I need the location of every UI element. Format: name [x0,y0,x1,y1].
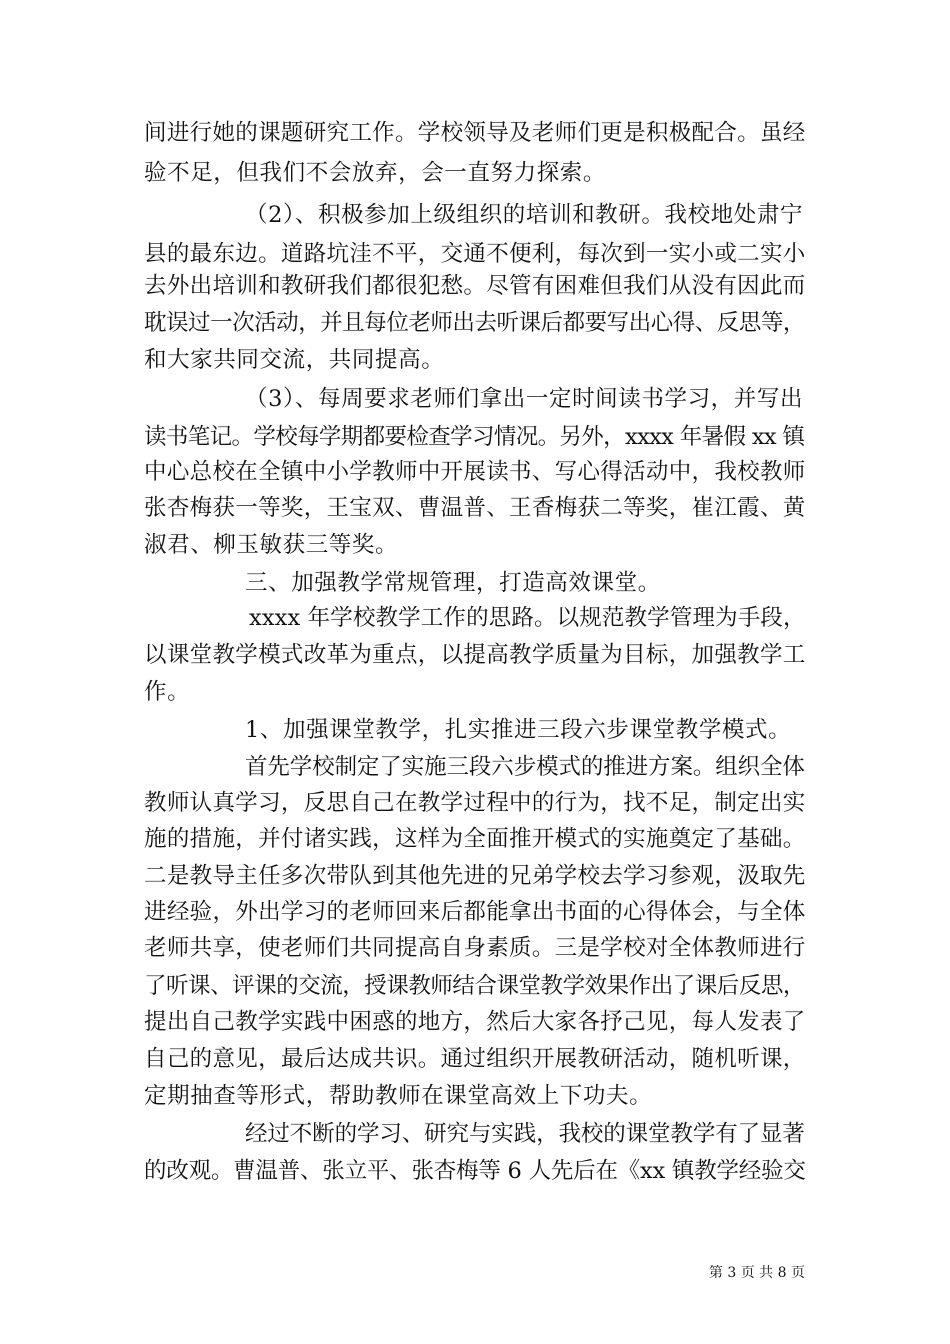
subsection-heading: 1、加强课堂教学，扎实推进三段六步课堂教学模式。 [245,717,792,743]
text-line: 定期抽查等形式，帮助教师在课堂高效上下功夫。 [144,1083,653,1109]
text-line: 施的措施，并付诸实践，这样为全面推开模式的实施奠定了基础。 [144,826,806,852]
text-line: 耽误过一次活动，并且每位老师出去听课后都要写出心得、反思等， [144,310,805,336]
text-line: 教师认真学习，反思自己在教学过程中的行为，找不足，制定出实 [144,790,806,816]
text-line: 县的最东边。道路坑洼不平，交通不便利，每次到一实小或二实小 [144,241,806,267]
page-number-footer: 第 3 页 共 8 页 [708,1265,805,1281]
text-line: 了听课、评课的交流，授课教师结合课堂教学效果作出了课后反思， [144,973,805,999]
text-line: 进经验，外出学习的老师回来后都能拿出书面的心得体会，与全体 [144,899,806,925]
text-line: 淑君、柳玉敏获三等奖。 [144,532,399,558]
section-heading: 三、加强教学常规管理，打造高效课堂。 [245,570,661,596]
text-line: 和大家共同交流，共同提高。 [144,347,445,373]
text-line: xxxx 年学校教学工作的思路。以规范教学管理为手段， [249,605,806,631]
text-line: 验不足，但我们不会放弃，会一直努力探索。 [144,160,607,186]
text-line: 二是教导主任多次带队到其他先进的兄弟学校去学习参观，汲取先 [144,863,806,889]
text-line: 张杏梅获一等奖，王宝双、曹温普、王香梅获二等奖，崔江霞、黄 [144,495,806,521]
text-line: 的改观。曹温普、张立平、张杏梅等 6 人先后在《xx 镇教学经验交 [144,1158,806,1184]
text-line: 经过不断的学习、研究与实践，我校的课堂教学有了显著 [245,1121,805,1147]
text-line: （3）、每周要求老师们拿出一定时间读书学习，并写出 [245,386,804,412]
text-line: 提出自己教学实践中困惑的地方，然后大家各抒己见，每人发表了 [144,1009,806,1035]
text-line: 中心总校在全镇中小学教师中开展读书、写心得活动中，我校教师 [144,459,806,485]
text-line: （2）、积极参加上级组织的培训和教研。我校地处肃宁 [245,202,804,228]
text-line: 老师共享，使老师们共同提高自身素质。三是学校对全体教师进行 [144,935,806,961]
text-line: 间进行她的课题研究工作。学校领导及老师们更是积极配合。虽经 [144,120,806,146]
text-line: 以课堂教学模式改革为重点，以提高教学质量为目标，加强教学工 [144,642,806,668]
text-line: 读书笔记。学校每学期都要检查学习情况。另外，xxxx 年暑假 xx 镇 [144,424,805,450]
text-line: 作。 [144,679,191,705]
text-line: 自己的意见，最后达成共识。通过组织开展教研活动，随机听课， [144,1046,806,1072]
text-line: 首先学校制定了实施三段六步模式的推进方案。组织全体 [245,754,805,780]
text-line: 去外出培训和教研我们都很犯愁。尽管有困难但我们从没有因此而 [144,273,806,299]
